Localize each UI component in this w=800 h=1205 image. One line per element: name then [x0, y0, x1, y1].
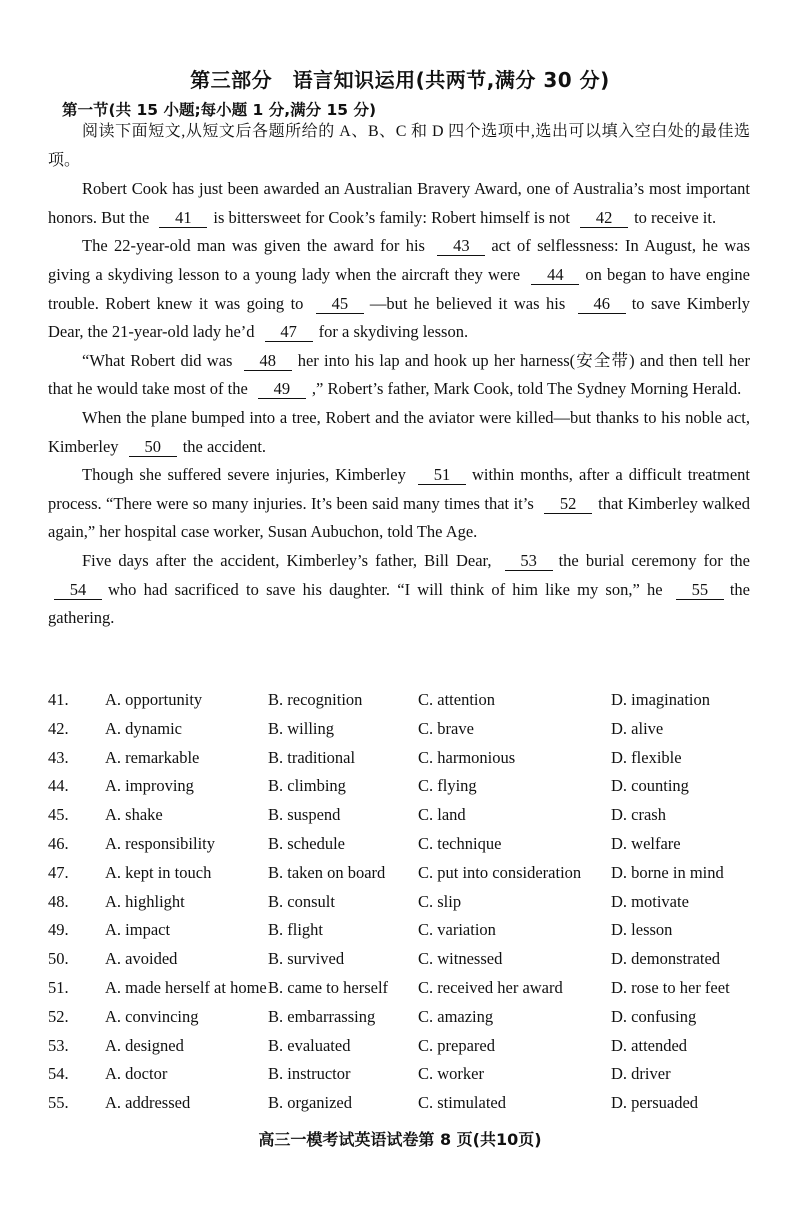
- option-d: D. confusing: [611, 1006, 697, 1026]
- question-row: [48, 1064, 768, 1093]
- question-number: 43.: [48, 747, 69, 767]
- question-row: [48, 920, 768, 949]
- passage-text: the burial ceremony for the: [558, 550, 751, 570]
- passage-text: to receive it.: [634, 207, 717, 227]
- question-number: 42.: [48, 718, 69, 738]
- question-row: [48, 805, 768, 834]
- question-number: 41.: [48, 690, 69, 709]
- option-a: A. improving: [105, 776, 194, 796]
- option-c: C. flying: [418, 776, 477, 796]
- option-b: B. taken on board: [268, 862, 386, 882]
- option-d: D. lesson: [611, 920, 673, 940]
- blank-47: 47: [265, 323, 313, 342]
- instructions: 阅读下面短文,从短文后各题所给的 A、B、C 和 D 四个选项中,选出可以填入空白处的最佳选项。: [48, 123, 750, 169]
- question-number: 52.: [48, 1006, 69, 1026]
- option-d: D. demonstrated: [611, 949, 721, 969]
- question-row: [48, 690, 768, 719]
- option-b: B. embarrassing: [268, 1006, 376, 1026]
- option-c: C. received her award: [418, 977, 563, 997]
- passage-paragraph: [48, 232, 750, 346]
- question-number: 44.: [48, 776, 69, 796]
- blank-41: 41: [159, 209, 207, 228]
- question-row: [48, 776, 768, 805]
- option-b: B. schedule: [268, 833, 345, 853]
- question-number: 55.: [48, 1093, 69, 1113]
- option-b: B. consult: [268, 891, 335, 911]
- question-row: [48, 892, 768, 921]
- option-b: B. survived: [268, 949, 345, 969]
- option-b: B. willing: [268, 718, 335, 738]
- blank-51: 51: [418, 466, 466, 485]
- passage-text: Though she suffered severe injuries, Kimberley: [82, 465, 412, 485]
- blank-49: 49: [258, 380, 306, 399]
- passage-text: The 22-year-old man was given the award for his: [82, 236, 432, 256]
- option-a: A. remarkable: [105, 747, 200, 767]
- option-a: A. kept in touch: [105, 862, 212, 882]
- question-row: [48, 1036, 768, 1065]
- option-b: B. suspend: [268, 805, 341, 825]
- passage-text: Five days after the accident, Kimberley’s father, Bill Dear,: [82, 550, 499, 570]
- option-b: B. recognition: [268, 690, 363, 709]
- option-d: D. borne in mind: [611, 862, 724, 882]
- option-c: C. worker: [418, 1064, 484, 1084]
- passage-paragraph: [48, 461, 750, 547]
- passage-text: on began to have engine trouble. Robert knew it was going to: [48, 264, 750, 313]
- passage-text: her into his lap and hook up her harness(安全带) and then tell her that he would take most of the: [48, 350, 750, 399]
- option-a: A. designed: [105, 1035, 184, 1055]
- cloze-passage: [48, 118, 750, 633]
- passage-paragraph: [48, 175, 750, 232]
- question-row: [48, 834, 768, 863]
- page-footer: 高三一模考试英语试卷第 8 页(共10页): [258, 1130, 542, 1149]
- option-b: B. climbing: [268, 776, 346, 796]
- blank-48: 48: [244, 352, 292, 371]
- passage-text: is bittersweet for Cook’s family: Robert himself is not: [213, 207, 575, 227]
- question-number: 49.: [48, 920, 69, 940]
- option-a: A. highlight: [105, 891, 185, 911]
- question-number: 50.: [48, 949, 69, 969]
- blank-52: 52: [544, 495, 592, 514]
- option-d: D. welfare: [611, 833, 681, 853]
- option-d: D. attended: [611, 1035, 688, 1055]
- option-d: D. rose to her feet: [611, 977, 730, 997]
- option-c: C. harmonious: [418, 747, 516, 767]
- option-c: C. put into consideration: [418, 862, 582, 882]
- option-b: B. traditional: [268, 747, 356, 767]
- part-title: 第三部分 语言知识运用(共两节,满分 30 分): [190, 68, 610, 92]
- question-number: 48.: [48, 891, 69, 911]
- option-a: A. impact: [105, 920, 171, 940]
- option-d: D. persuaded: [611, 1093, 699, 1113]
- blank-45: 45: [316, 295, 364, 314]
- blank-53: 53: [505, 552, 553, 571]
- question-number: 54.: [48, 1064, 69, 1084]
- passage-paragraph: [48, 347, 750, 404]
- passage-text: that Kimberley walked again,” her hospital case worker, Susan Aubuchon, told The Age.: [48, 493, 750, 542]
- passage-text: —but he believed it was his: [369, 293, 572, 313]
- blank-46: 46: [578, 295, 626, 314]
- question-row: [48, 949, 768, 978]
- option-d: D. imagination: [611, 690, 710, 709]
- option-b: B. came to herself: [268, 977, 389, 997]
- option-a: A. addressed: [105, 1093, 191, 1113]
- option-b: B. flight: [268, 920, 324, 940]
- question-number: 53.: [48, 1035, 69, 1055]
- passage-text: ,” Robert’s father, Mark Cook, told The Sydney Morning Herald.: [311, 379, 742, 399]
- option-b: B. organized: [268, 1093, 353, 1113]
- passage-paragraph: [48, 404, 750, 461]
- option-b: B. evaluated: [268, 1035, 351, 1055]
- option-d: D. alive: [611, 718, 664, 738]
- option-c: C. technique: [418, 833, 502, 853]
- passage-text: Robert Cook has just been awarded an Australian Bravery Award, one of Australia’s most important honors. But the: [48, 179, 750, 227]
- blank-50: 50: [129, 438, 177, 457]
- question-row: [48, 1007, 768, 1036]
- option-d: D. driver: [611, 1064, 671, 1084]
- blank-55: 55: [676, 581, 724, 600]
- option-d: D. crash: [611, 805, 666, 825]
- passage-text: the accident.: [182, 436, 267, 456]
- question-number: 51.: [48, 977, 69, 997]
- passage-text: When the plane bumped into a tree, Robert and the aviator were killed—but thanks to his noble act, Kimberley: [48, 407, 750, 456]
- option-a: A. convincing: [105, 1006, 199, 1026]
- option-a: A. opportunity: [105, 690, 203, 709]
- question-number: 45.: [48, 805, 69, 825]
- option-a: A. dynamic: [105, 718, 182, 738]
- question-row: [48, 863, 768, 892]
- blank-42: 42: [580, 209, 628, 228]
- passage-text: act of selflessness: In August, he was giving a skydiving lesson to a young lady when the aircraft they were: [48, 236, 750, 284]
- option-d: D. counting: [611, 776, 689, 796]
- blank-43: 43: [437, 237, 485, 256]
- question-options: [48, 690, 768, 1122]
- passage-text: to save Kimberly Dear, the 21-year-old lady he’d: [48, 293, 750, 342]
- passage-paragraph: [48, 547, 750, 633]
- question-row: [48, 719, 768, 748]
- blank-54: 54: [54, 581, 102, 600]
- option-c: C. prepared: [418, 1035, 495, 1055]
- option-c: C. attention: [418, 690, 495, 709]
- question-number: 47.: [48, 862, 69, 882]
- question-row: [48, 748, 768, 777]
- option-c: C. stimulated: [418, 1093, 506, 1113]
- option-a: A. avoided: [105, 949, 178, 969]
- blank-44: 44: [531, 266, 579, 285]
- question-row: [48, 978, 768, 1007]
- section-heading: 第一节(共 15 小题;每小题 1 分,满分 15 分): [62, 101, 377, 119]
- passage-text: the gathering.: [48, 579, 750, 628]
- option-c: C. variation: [418, 920, 496, 940]
- passage-text: who had sacrificed to save his daughter. “I will think of him like my son,” he: [108, 579, 670, 599]
- option-c: C. witnessed: [418, 949, 503, 969]
- option-d: D. flexible: [611, 747, 682, 767]
- passage-text: for a skydiving lesson.: [318, 322, 469, 342]
- passage-text: “What Robert did was: [82, 350, 238, 370]
- option-a: A. shake: [105, 805, 163, 825]
- question-number: 46.: [48, 833, 69, 853]
- option-d: D. motivate: [611, 891, 689, 911]
- option-c: C. brave: [418, 718, 474, 738]
- option-a: A. doctor: [105, 1064, 168, 1084]
- question-row: [48, 1093, 768, 1122]
- option-c: C. amazing: [418, 1006, 494, 1026]
- passage-text: within months, after a difficult treatment process. “There were so many injuries. It’s been said many times that it’s: [48, 465, 750, 513]
- option-a: A. responsibility: [105, 833, 215, 853]
- option-c: C. slip: [418, 891, 462, 911]
- option-c: C. land: [418, 805, 466, 825]
- option-a: A. made herself at home: [105, 977, 267, 997]
- option-b: B. instructor: [268, 1064, 351, 1084]
